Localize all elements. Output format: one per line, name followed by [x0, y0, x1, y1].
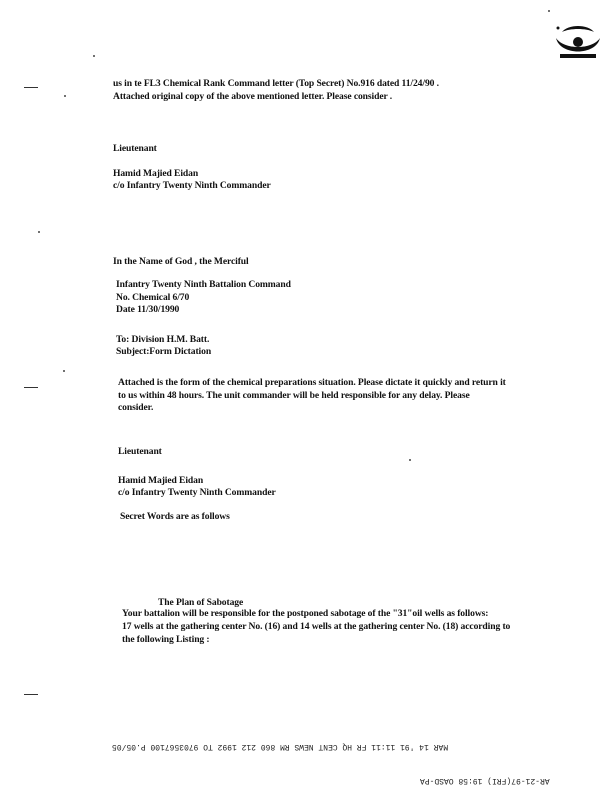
plan-title: The Plan of Sabotage [158, 597, 244, 608]
signer-title: c/o Infantry Twenty Ninth Commander [113, 180, 271, 191]
speck [38, 231, 40, 233]
fax-header: MAR 14 '91 11:11 FR HQ CENT NEWS RM 860 212 1992 TO 9703567100 P.05/05 [112, 742, 449, 751]
letter-date: Date 11/30/1990 [116, 304, 180, 315]
speck [63, 370, 65, 372]
subject: Subject:Form Dictation [116, 346, 212, 357]
intro-line: Attached original copy of the above mentioned letter. Please consider . [113, 91, 393, 102]
speck [64, 95, 66, 97]
margin-mark [24, 87, 38, 88]
fax-header: AR-21-97(FRI) 19:58 OASD-PA [420, 776, 550, 785]
margin-mark [24, 387, 38, 388]
rank-label: Lieutenant [113, 143, 157, 154]
signer-name: Hamid Majied Eidan [113, 168, 199, 179]
invocation: In the Name of God , the Merciful [113, 256, 249, 267]
rank-label: Lieutenant [118, 446, 162, 457]
speck [548, 10, 550, 12]
plan-line: Your battalion will be responsible for the postponed sabotage of the "31"oil wells as follows: [122, 608, 489, 619]
recipient: To: Division H.M. Batt. [116, 334, 210, 345]
speck [93, 55, 95, 57]
body-line: Attached is the form of the chemical preparations situation. Please dictate it quickly and return it [118, 377, 506, 388]
seal-emblem-icon [552, 20, 604, 64]
signer-name: Hamid Majied Eidan [118, 475, 204, 486]
speck [409, 459, 411, 461]
plan-line: 17 wells at the gathering center No. (16) and 14 wells at the gathering center No. (18) according to [122, 621, 511, 632]
plan-line: the following Listing : [122, 634, 210, 645]
secret-words-heading: Secret Words are as follows [120, 511, 230, 522]
margin-mark [24, 694, 38, 695]
body-line: to us within 48 hours. The unit commander will be held responsible for any delay. Please [118, 390, 470, 401]
reference-number: No. Chemical 6/70 [116, 292, 190, 303]
body-line: consider. [118, 402, 154, 413]
intro-line: us in te FL3 Chemical Rank Command letter (Top Secret) No.916 dated 11/24/90 . [113, 78, 439, 89]
signer-title: c/o Infantry Twenty Ninth Commander [118, 487, 276, 498]
command-name: Infantry Twenty Ninth Battalion Command [116, 279, 291, 290]
